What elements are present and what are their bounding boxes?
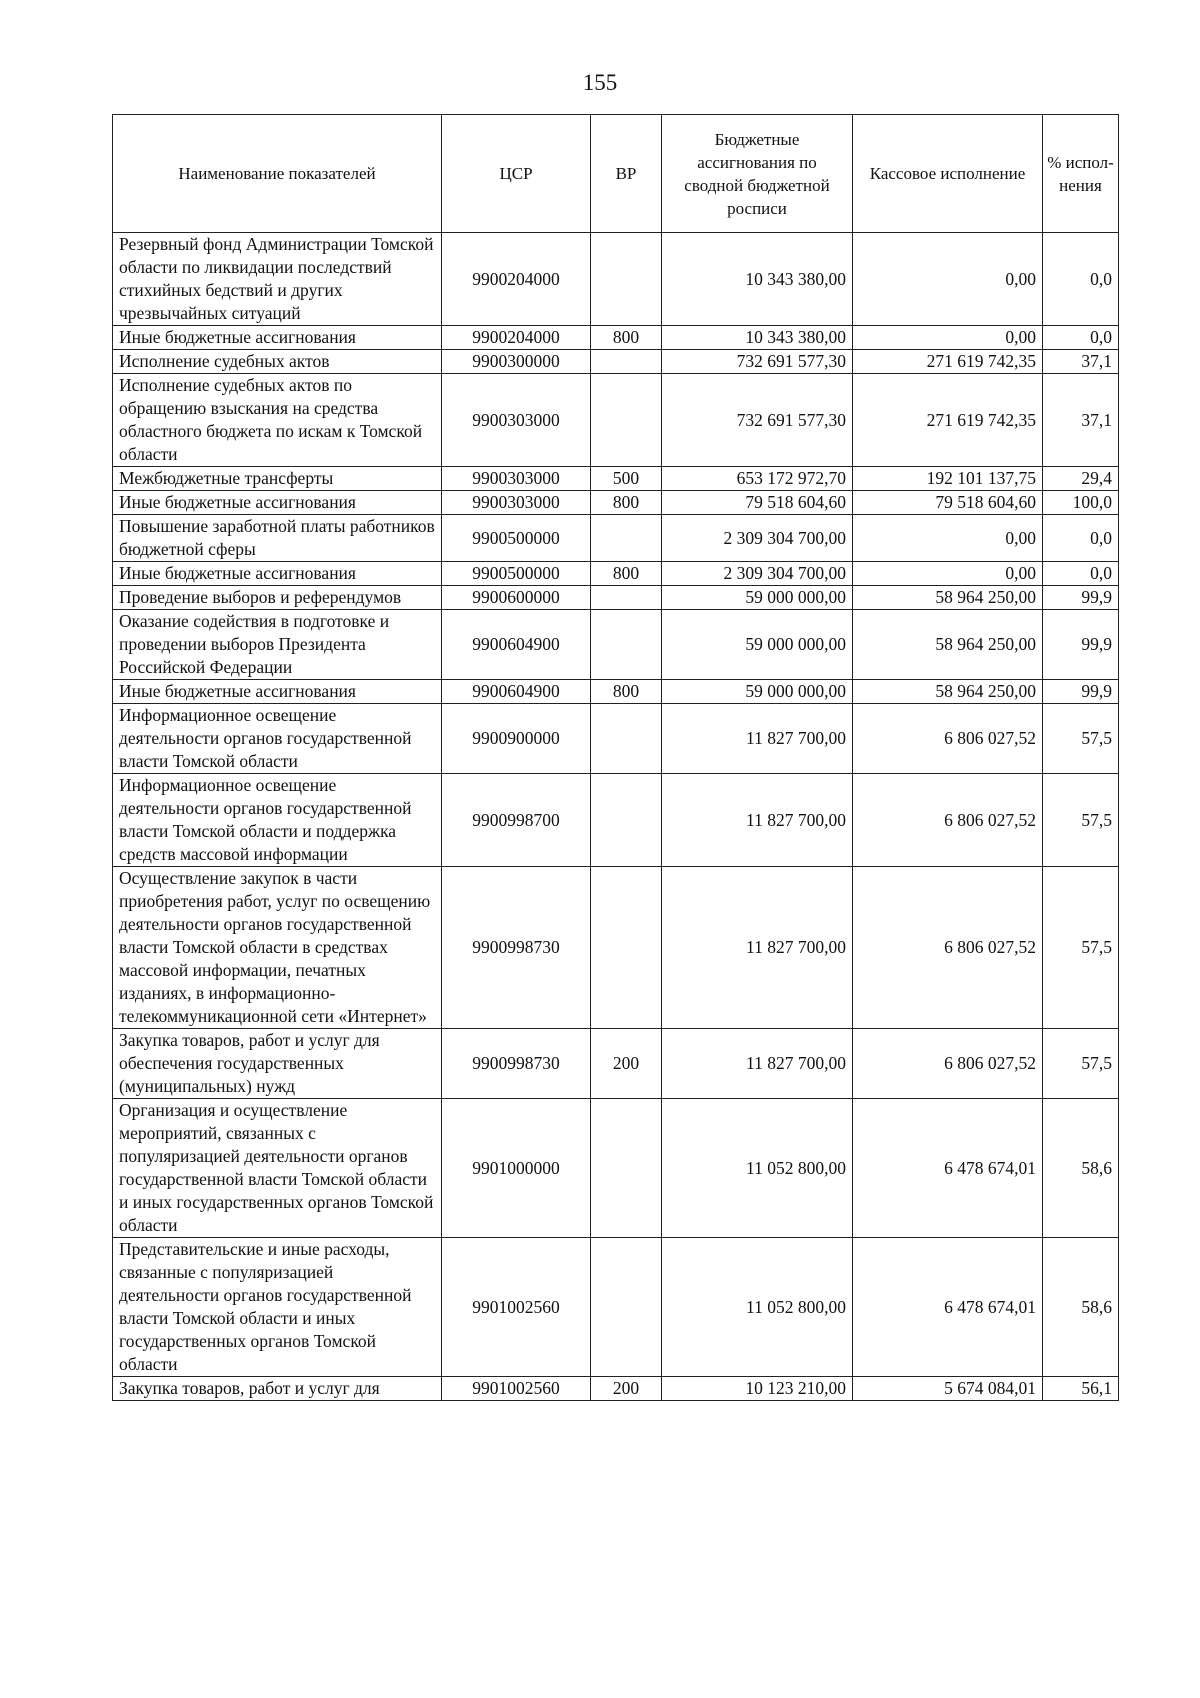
cell-cash-execution: 0,00 bbox=[853, 233, 1043, 326]
cell-vr bbox=[591, 774, 662, 867]
cell-cash-execution: 271 619 742,35 bbox=[853, 350, 1043, 374]
cell-vr bbox=[591, 515, 662, 562]
cell-assignments: 59 000 000,00 bbox=[662, 586, 853, 610]
cell-csr: 9901002560 bbox=[442, 1377, 591, 1401]
cell-percent: 29,4 bbox=[1043, 467, 1119, 491]
cell-name: Закупка товаров, работ и услуг для обеспечения государственных (муниципальных) нужд bbox=[113, 1029, 442, 1099]
cell-cash-execution: 58 964 250,00 bbox=[853, 680, 1043, 704]
table-row bbox=[113, 467, 1119, 491]
budget-table bbox=[112, 114, 1119, 1401]
cell-name: Закупка товаров, работ и услуг для bbox=[113, 1377, 442, 1401]
cell-cash-execution: 0,00 bbox=[853, 562, 1043, 586]
cell-vr: 200 bbox=[591, 1029, 662, 1099]
cell-name: Межбюджетные трансферты bbox=[113, 467, 442, 491]
cell-name: Представительские и иные расходы, связанные с популяризацией деятельности органов государственной власти Томской области и иных государственных органов Томской области bbox=[113, 1238, 442, 1377]
cell-vr bbox=[591, 1238, 662, 1377]
cell-csr: 9900303000 bbox=[442, 467, 591, 491]
cell-csr: 9900500000 bbox=[442, 562, 591, 586]
cell-cash-execution: 58 964 250,00 bbox=[853, 586, 1043, 610]
table-row bbox=[113, 704, 1119, 774]
cell-vr bbox=[591, 867, 662, 1029]
header-vr: ВР bbox=[591, 115, 662, 233]
cell-percent: 0,0 bbox=[1043, 233, 1119, 326]
cell-vr: 800 bbox=[591, 562, 662, 586]
cell-assignments: 732 691 577,30 bbox=[662, 374, 853, 467]
cell-percent: 99,9 bbox=[1043, 610, 1119, 680]
cell-csr: 9900604900 bbox=[442, 610, 591, 680]
cell-percent: 99,9 bbox=[1043, 586, 1119, 610]
table-row bbox=[113, 374, 1119, 467]
table-row bbox=[113, 680, 1119, 704]
table-row bbox=[113, 491, 1119, 515]
header-percent: % испол-нения bbox=[1043, 115, 1119, 233]
table-row bbox=[113, 1099, 1119, 1238]
cell-percent: 0,0 bbox=[1043, 562, 1119, 586]
cell-assignments: 11 827 700,00 bbox=[662, 867, 853, 1029]
cell-percent: 57,5 bbox=[1043, 704, 1119, 774]
table-row bbox=[113, 1238, 1119, 1377]
cell-name: Проведение выборов и референдумов bbox=[113, 586, 442, 610]
cell-vr bbox=[591, 233, 662, 326]
cell-assignments: 11 052 800,00 bbox=[662, 1099, 853, 1238]
cell-name: Иные бюджетные ассигнования bbox=[113, 326, 442, 350]
cell-csr: 9900604900 bbox=[442, 680, 591, 704]
cell-name: Повышение заработной платы работников бюджетной сферы bbox=[113, 515, 442, 562]
cell-vr bbox=[591, 704, 662, 774]
cell-csr: 9901000000 bbox=[442, 1099, 591, 1238]
cell-csr: 9900303000 bbox=[442, 491, 591, 515]
cell-vr bbox=[591, 586, 662, 610]
cell-assignments: 10 343 380,00 bbox=[662, 233, 853, 326]
cell-percent: 0,0 bbox=[1043, 326, 1119, 350]
cell-cash-execution: 0,00 bbox=[853, 515, 1043, 562]
cell-cash-execution: 6 806 027,52 bbox=[853, 704, 1043, 774]
cell-percent: 37,1 bbox=[1043, 350, 1119, 374]
cell-assignments: 2 309 304 700,00 bbox=[662, 562, 853, 586]
table-row bbox=[113, 350, 1119, 374]
table-row bbox=[113, 610, 1119, 680]
cell-csr: 9900998730 bbox=[442, 867, 591, 1029]
table-row bbox=[113, 326, 1119, 350]
cell-csr: 9900303000 bbox=[442, 374, 591, 467]
page-number: 155 bbox=[582, 70, 618, 95]
cell-assignments: 59 000 000,00 bbox=[662, 610, 853, 680]
cell-csr: 9900300000 bbox=[442, 350, 591, 374]
cell-assignments: 11 827 700,00 bbox=[662, 774, 853, 867]
cell-csr: 9900600000 bbox=[442, 586, 591, 610]
cell-cash-execution: 79 518 604,60 bbox=[853, 491, 1043, 515]
table-row bbox=[113, 515, 1119, 562]
header-name: Наименование показателей bbox=[113, 115, 442, 233]
header-cash-execution: Кассовое исполнение bbox=[853, 115, 1043, 233]
cell-assignments: 653 172 972,70 bbox=[662, 467, 853, 491]
cell-percent: 0,0 bbox=[1043, 515, 1119, 562]
cell-percent: 57,5 bbox=[1043, 867, 1119, 1029]
cell-name: Иные бюджетные ассигнования bbox=[113, 491, 442, 515]
cell-assignments: 11 827 700,00 bbox=[662, 1029, 853, 1099]
cell-percent: 100,0 bbox=[1043, 491, 1119, 515]
cell-cash-execution: 271 619 742,35 bbox=[853, 374, 1043, 467]
cell-assignments: 732 691 577,30 bbox=[662, 350, 853, 374]
cell-name: Иные бюджетные ассигнования bbox=[113, 680, 442, 704]
table-header-row bbox=[113, 115, 1119, 233]
cell-cash-execution: 58 964 250,00 bbox=[853, 610, 1043, 680]
cell-name: Исполнение судебных актов по обращению взыскания на средства областного бюджета по искам к Томской области bbox=[113, 374, 442, 467]
cell-vr bbox=[591, 374, 662, 467]
cell-vr bbox=[591, 610, 662, 680]
cell-cash-execution: 6 806 027,52 bbox=[853, 1029, 1043, 1099]
cell-cash-execution: 5 674 084,01 bbox=[853, 1377, 1043, 1401]
cell-csr: 9900204000 bbox=[442, 326, 591, 350]
cell-name: Резервный фонд Администрации Томской области по ликвидации последствий стихийных бедствий и других чрезвычайных ситуаций bbox=[113, 233, 442, 326]
cell-vr: 200 bbox=[591, 1377, 662, 1401]
cell-percent: 58,6 bbox=[1043, 1099, 1119, 1238]
cell-cash-execution: 0,00 bbox=[853, 326, 1043, 350]
cell-name: Информационное освещение деятельности органов государственной власти Томской области и поддержка средств массовой информации bbox=[113, 774, 442, 867]
cell-vr bbox=[591, 1099, 662, 1238]
cell-vr: 800 bbox=[591, 491, 662, 515]
table-row bbox=[113, 1029, 1119, 1099]
cell-vr: 800 bbox=[591, 326, 662, 350]
cell-cash-execution: 6 806 027,52 bbox=[853, 867, 1043, 1029]
cell-name: Исполнение судебных актов bbox=[113, 350, 442, 374]
cell-name: Организация и осуществление мероприятий, связанных с популяризацией деятельности органов государственной власти Томской области и иных государственных органов Томской области bbox=[113, 1099, 442, 1238]
cell-cash-execution: 6 478 674,01 bbox=[853, 1238, 1043, 1377]
header-assignments: Бюджетные ассигнования по сводной бюджетной росписи bbox=[662, 115, 853, 233]
cell-assignments: 2 309 304 700,00 bbox=[662, 515, 853, 562]
table-row bbox=[113, 774, 1119, 867]
cell-vr: 500 bbox=[591, 467, 662, 491]
cell-vr: 800 bbox=[591, 680, 662, 704]
header-csr: ЦСР bbox=[442, 115, 591, 233]
cell-percent: 99,9 bbox=[1043, 680, 1119, 704]
table-row bbox=[113, 867, 1119, 1029]
table-row bbox=[113, 233, 1119, 326]
cell-csr: 9900998730 bbox=[442, 1029, 591, 1099]
cell-csr: 9901002560 bbox=[442, 1238, 591, 1377]
cell-cash-execution: 192 101 137,75 bbox=[853, 467, 1043, 491]
cell-assignments: 11 827 700,00 bbox=[662, 704, 853, 774]
cell-percent: 56,1 bbox=[1043, 1377, 1119, 1401]
table-row bbox=[113, 562, 1119, 586]
cell-name: Оказание содействия в подготовке и проведении выборов Президента Российской Федерации bbox=[113, 610, 442, 680]
cell-percent: 58,6 bbox=[1043, 1238, 1119, 1377]
cell-name: Осуществление закупок в части приобретения работ, услуг по освещению деятельности органов государственной власти Томской области в средствах массовой информации, печатных изданиях, в информационно-телекоммуникационной сети «Интернет» bbox=[113, 867, 442, 1029]
table-row bbox=[113, 586, 1119, 610]
cell-assignments: 11 052 800,00 bbox=[662, 1238, 853, 1377]
cell-percent: 57,5 bbox=[1043, 774, 1119, 867]
cell-percent: 57,5 bbox=[1043, 1029, 1119, 1099]
cell-assignments: 59 000 000,00 bbox=[662, 680, 853, 704]
cell-csr: 9900500000 bbox=[442, 515, 591, 562]
cell-vr bbox=[591, 350, 662, 374]
cell-cash-execution: 6 806 027,52 bbox=[853, 774, 1043, 867]
cell-percent: 37,1 bbox=[1043, 374, 1119, 467]
cell-assignments: 10 343 380,00 bbox=[662, 326, 853, 350]
cell-assignments: 10 123 210,00 bbox=[662, 1377, 853, 1401]
cell-cash-execution: 6 478 674,01 bbox=[853, 1099, 1043, 1238]
table-row bbox=[113, 1377, 1119, 1401]
cell-name: Иные бюджетные ассигнования bbox=[113, 562, 442, 586]
cell-csr: 9900900000 bbox=[442, 704, 591, 774]
cell-assignments: 79 518 604,60 bbox=[662, 491, 853, 515]
cell-name: Информационное освещение деятельности органов государственной власти Томской области bbox=[113, 704, 442, 774]
cell-csr: 9900998700 bbox=[442, 774, 591, 867]
cell-csr: 9900204000 bbox=[442, 233, 591, 326]
